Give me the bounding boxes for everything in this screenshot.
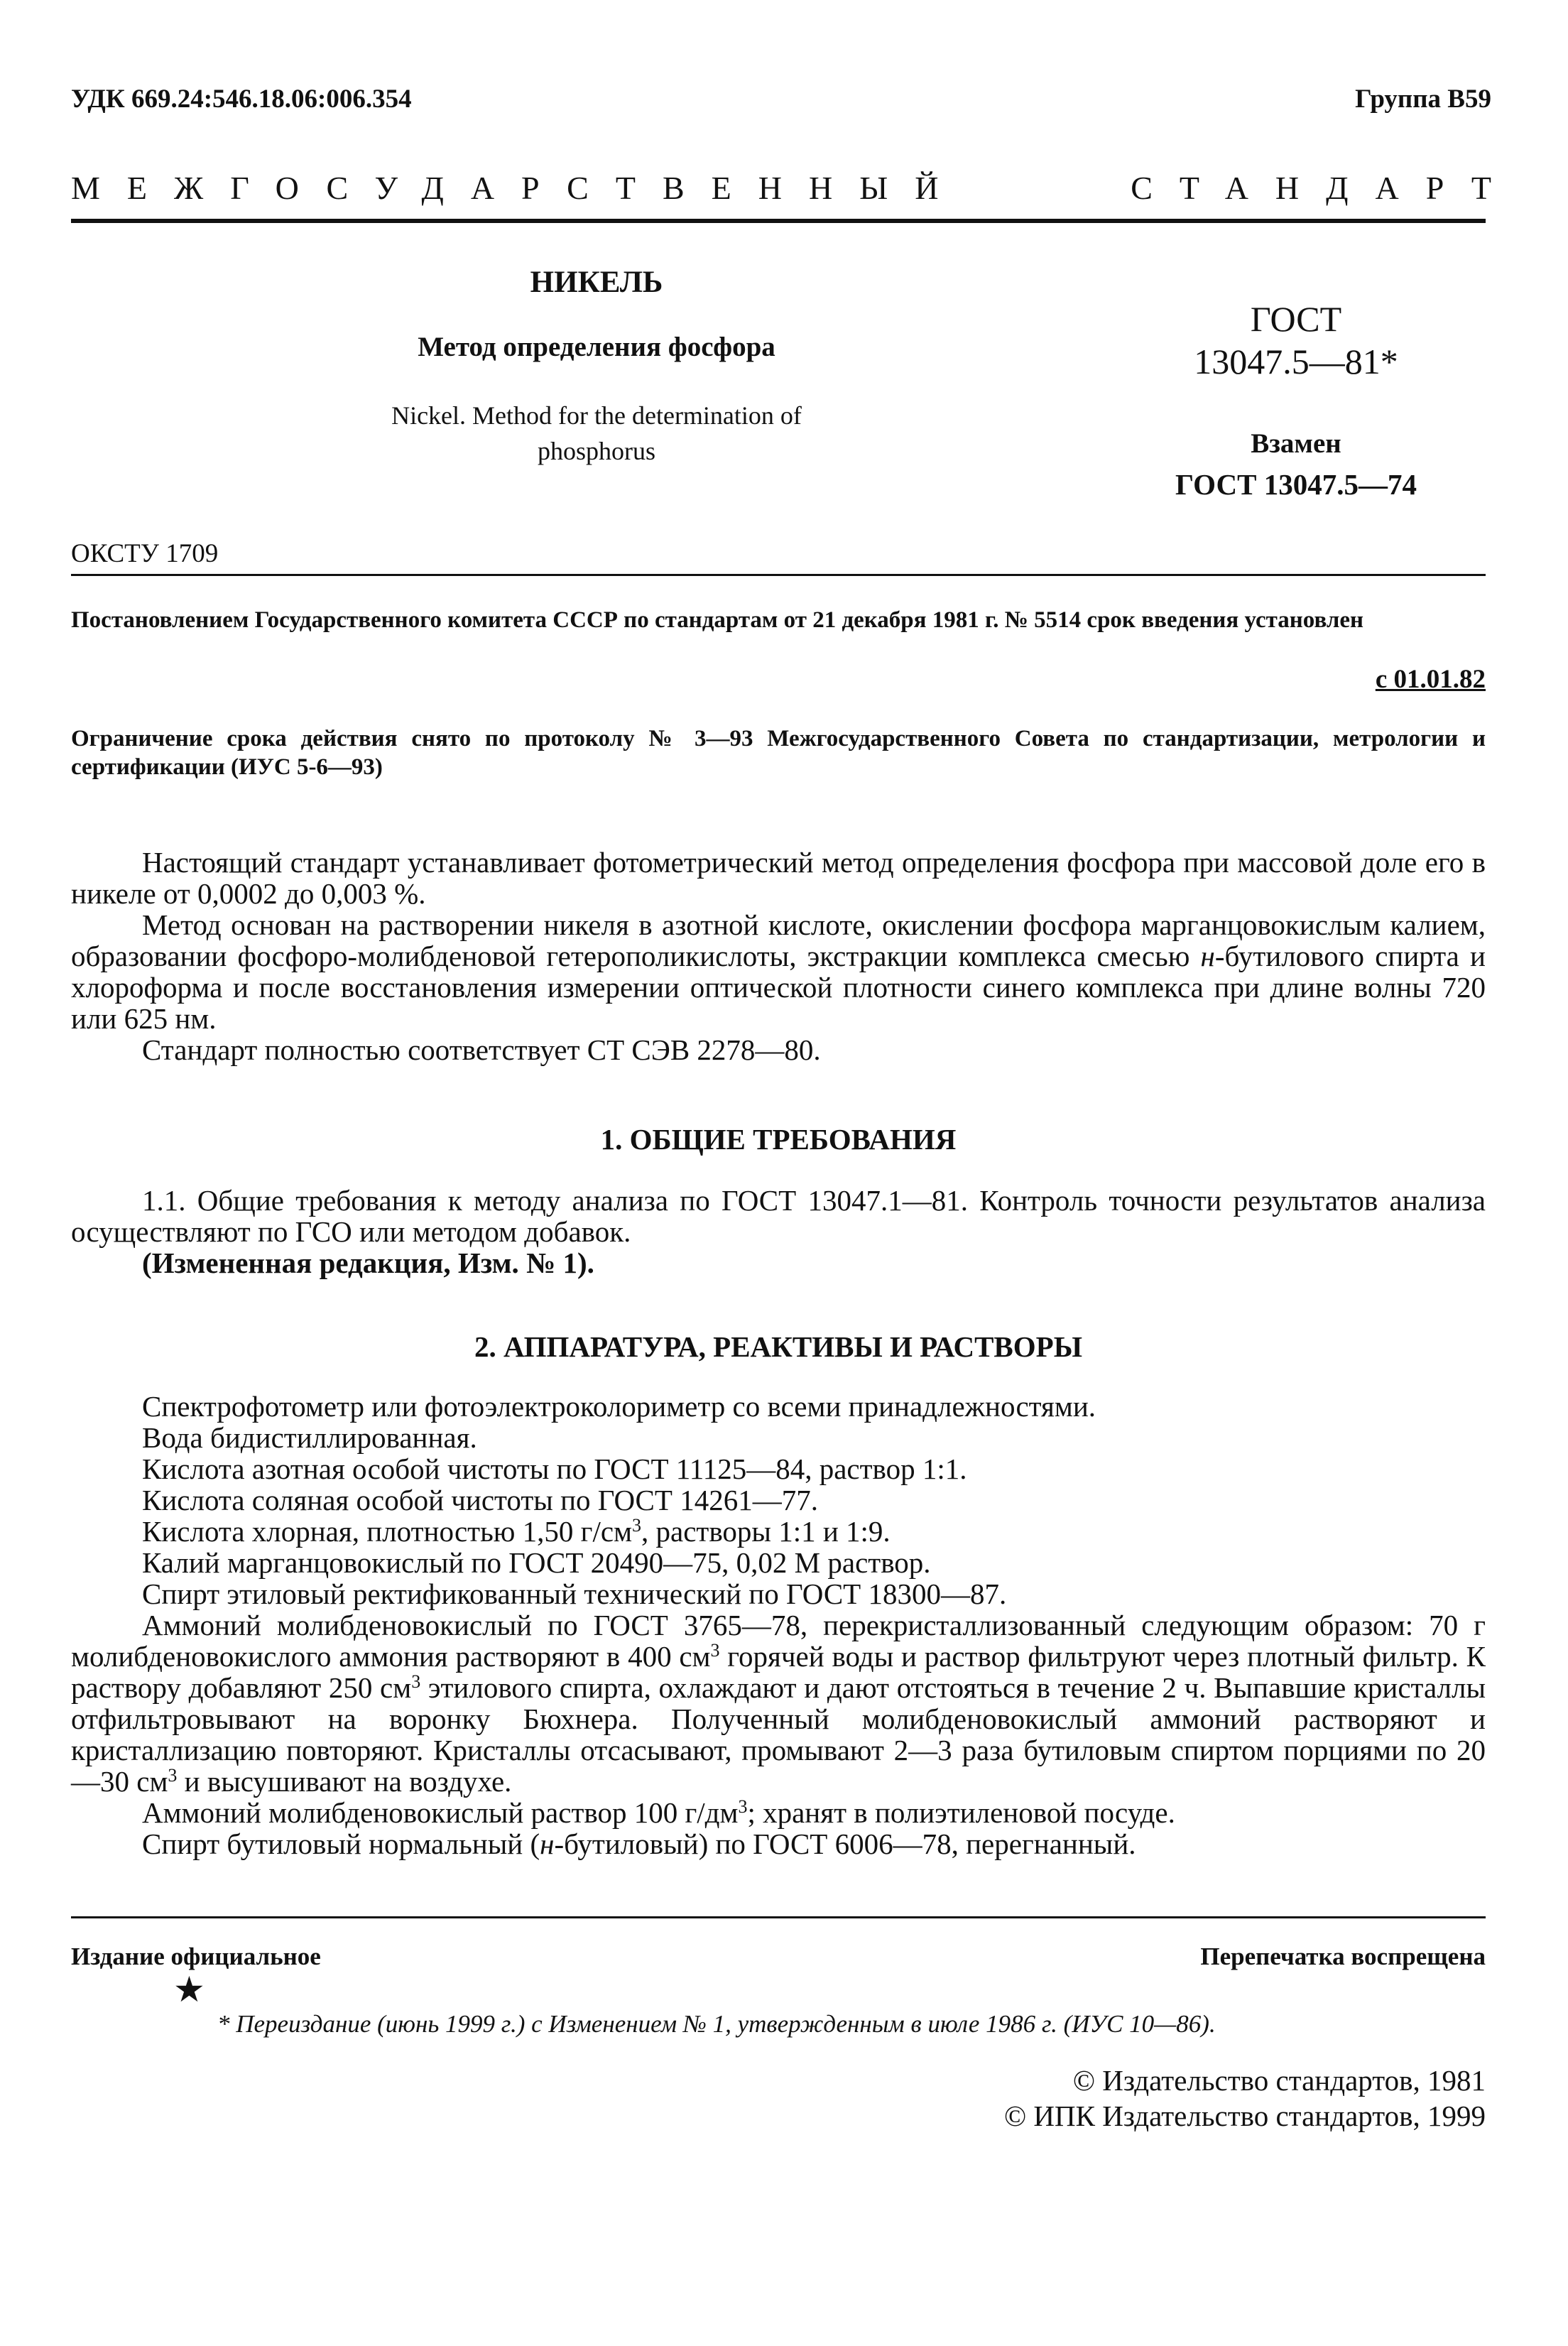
- gost-number: 13047.5—81*: [1194, 342, 1398, 381]
- banner-standard: СТАНДАРТ: [1131, 170, 1518, 206]
- section-1-heading: 1. ОБЩИЕ ТРЕБОВАНИЯ: [600, 1123, 957, 1156]
- reagent-item: Вода бидистиллированная.: [142, 1421, 477, 1454]
- reagent-item: Калий марганцовокислый по ГОСТ 20490—75, 0,02 М раствор.: [142, 1546, 931, 1579]
- group-code: Группа В59: [1355, 85, 1491, 114]
- okstu-code: ОКСТУ 1709: [71, 539, 219, 568]
- document-title: НИКЕЛЬ: [530, 266, 663, 299]
- star-icon: ★: [173, 1970, 205, 2009]
- reagent-item: Кислота соляная особой чистоты по ГОСТ 14261—77.: [142, 1484, 818, 1516]
- intro-section: [71, 847, 1486, 1065]
- document-subtitle: Метод определения фосфора: [418, 332, 775, 362]
- section-2-heading: 2. АППАРАТУРА, РЕАКТИВЫ И РАСТВОРЫ: [474, 1330, 1082, 1363]
- restriction-note: Ограничение срока действия снято по протоколу № 3—93 Межгосударственного Совета по стандартизации, метрологии и сертификации (ИУС 5-6—93): [71, 726, 1486, 780]
- reagent-item: Спирт бутиловый нормальный (н-бутиловый) по ГОСТ 6006—78, перегнанный.: [142, 1828, 1136, 1860]
- clause-1-1: 1.1. Общие требования к методу анализа по ГОСТ 13047.1—81. Контроль точности результатов анализа осуществляют по ГСО или методом добавок.: [71, 1184, 1486, 1248]
- copyright-1999: © ИПК Издательство стандартов, 1999: [1003, 2100, 1486, 2132]
- udk-code: УДК 669.24:546.18.06:006.354: [71, 85, 412, 114]
- replaces-label: Взамен: [1251, 428, 1341, 459]
- banner-rule: [71, 219, 1486, 223]
- reagent-item: Кислота азотная особой чистоты по ГОСТ 11125—84, раствор 1:1.: [142, 1452, 967, 1485]
- copyright-1981: © Издательство стандартов, 1981: [1072, 2064, 1486, 2097]
- reagent-item-ammonium-molybdate: Аммоний молибденовокислый по ГОСТ 3765—78, перекристаллизованный следующим образом: 70 г молибденовокислого аммония растворяют в 400 $см^3$ горячей воды и раствор фильтруют через плотный фильтр. К раствору добавляют 250 $см^3$ этилового спирта, охлаждают и дают отстояться в течение 2 ч. Выпавшие кристаллы отфильтровывают на воронку Бюхнера. Полученный молибденовокислый аммоний растворяют и кристаллизацию повторяют. Кристаллы отсасывают, промывают 2—3 раза бутиловым спиртом порциями по 20—30 $см^3$ и высушивают на воздухе.: [71, 1609, 1486, 1798]
- intro-compliance: Стандарт полностью соответствует СТ СЭВ 2278—80.: [142, 1033, 821, 1066]
- reagent-item: Аммоний молибденовокислый раствор 100 $г/дм^3$; хранят в полиэтиленовой посуде.: [142, 1796, 1175, 1829]
- reagent-item: Кислота хлорная, плотностью 1,50 $г/см^3$, растворы 1:1 и 1:9.: [142, 1515, 891, 1548]
- reagent-item: Спектрофотометр или фотоэлектроколориметр со всеми принадлежностями.: [142, 1390, 1096, 1423]
- intro-scope: Настоящий стандарт устанавливает фотометрический метод определения фосфора при массовой доле его в никеле от 0,0002 до 0,003 %.: [71, 846, 1486, 910]
- replaces-number: ГОСТ 13047.5—74: [1175, 468, 1417, 501]
- official-edition: Издание официальное: [71, 1943, 321, 1970]
- banner-interstate: МЕЖГОСУДАРСТВЕННЫЙ: [71, 170, 966, 206]
- english-title: Nickel. Method for the determination of phosphorus: [391, 401, 802, 465]
- reissue-note: * Переиздание (июнь 1999 г.) с Изменением № 1, утвержденным в июле 1986 г. (ИУС 10—86).: [217, 2010, 1216, 2038]
- title-rule: [71, 574, 1486, 576]
- reagent-item: Спирт этиловый ректификованный технический по ГОСТ 18300—87.: [142, 1577, 1007, 1610]
- decree-text: Постановлением Государственного комитета СССР по стандартам от 21 декабря 1981 г. № 5514 срок введения установлен: [71, 607, 1364, 633]
- effective-date: с 01.01.82: [1375, 665, 1486, 694]
- footer-rule: [71, 1916, 1486, 1918]
- reprint-prohibited: Перепечатка воспрещена: [1200, 1943, 1486, 1970]
- section-1-body: [71, 1185, 1486, 1278]
- gost-label: ГОСТ: [1250, 299, 1342, 339]
- reagents-list: [71, 1391, 1486, 1859]
- intro-method: Метод основан на растворении никеля в азотной кислоте, окислении фосфора марганцовокислым калием, образовании фосфоро-молибденовой гетерополикислоты, экстракции комплекса смесью н-бутилового спирта и хлороформа и после восстановления измерении оптической плотности синего комплекса при длине волны 720 или 625 нм.: [71, 908, 1486, 1035]
- amendment-note: (Измененная редакция, Изм. № 1).: [142, 1247, 594, 1279]
